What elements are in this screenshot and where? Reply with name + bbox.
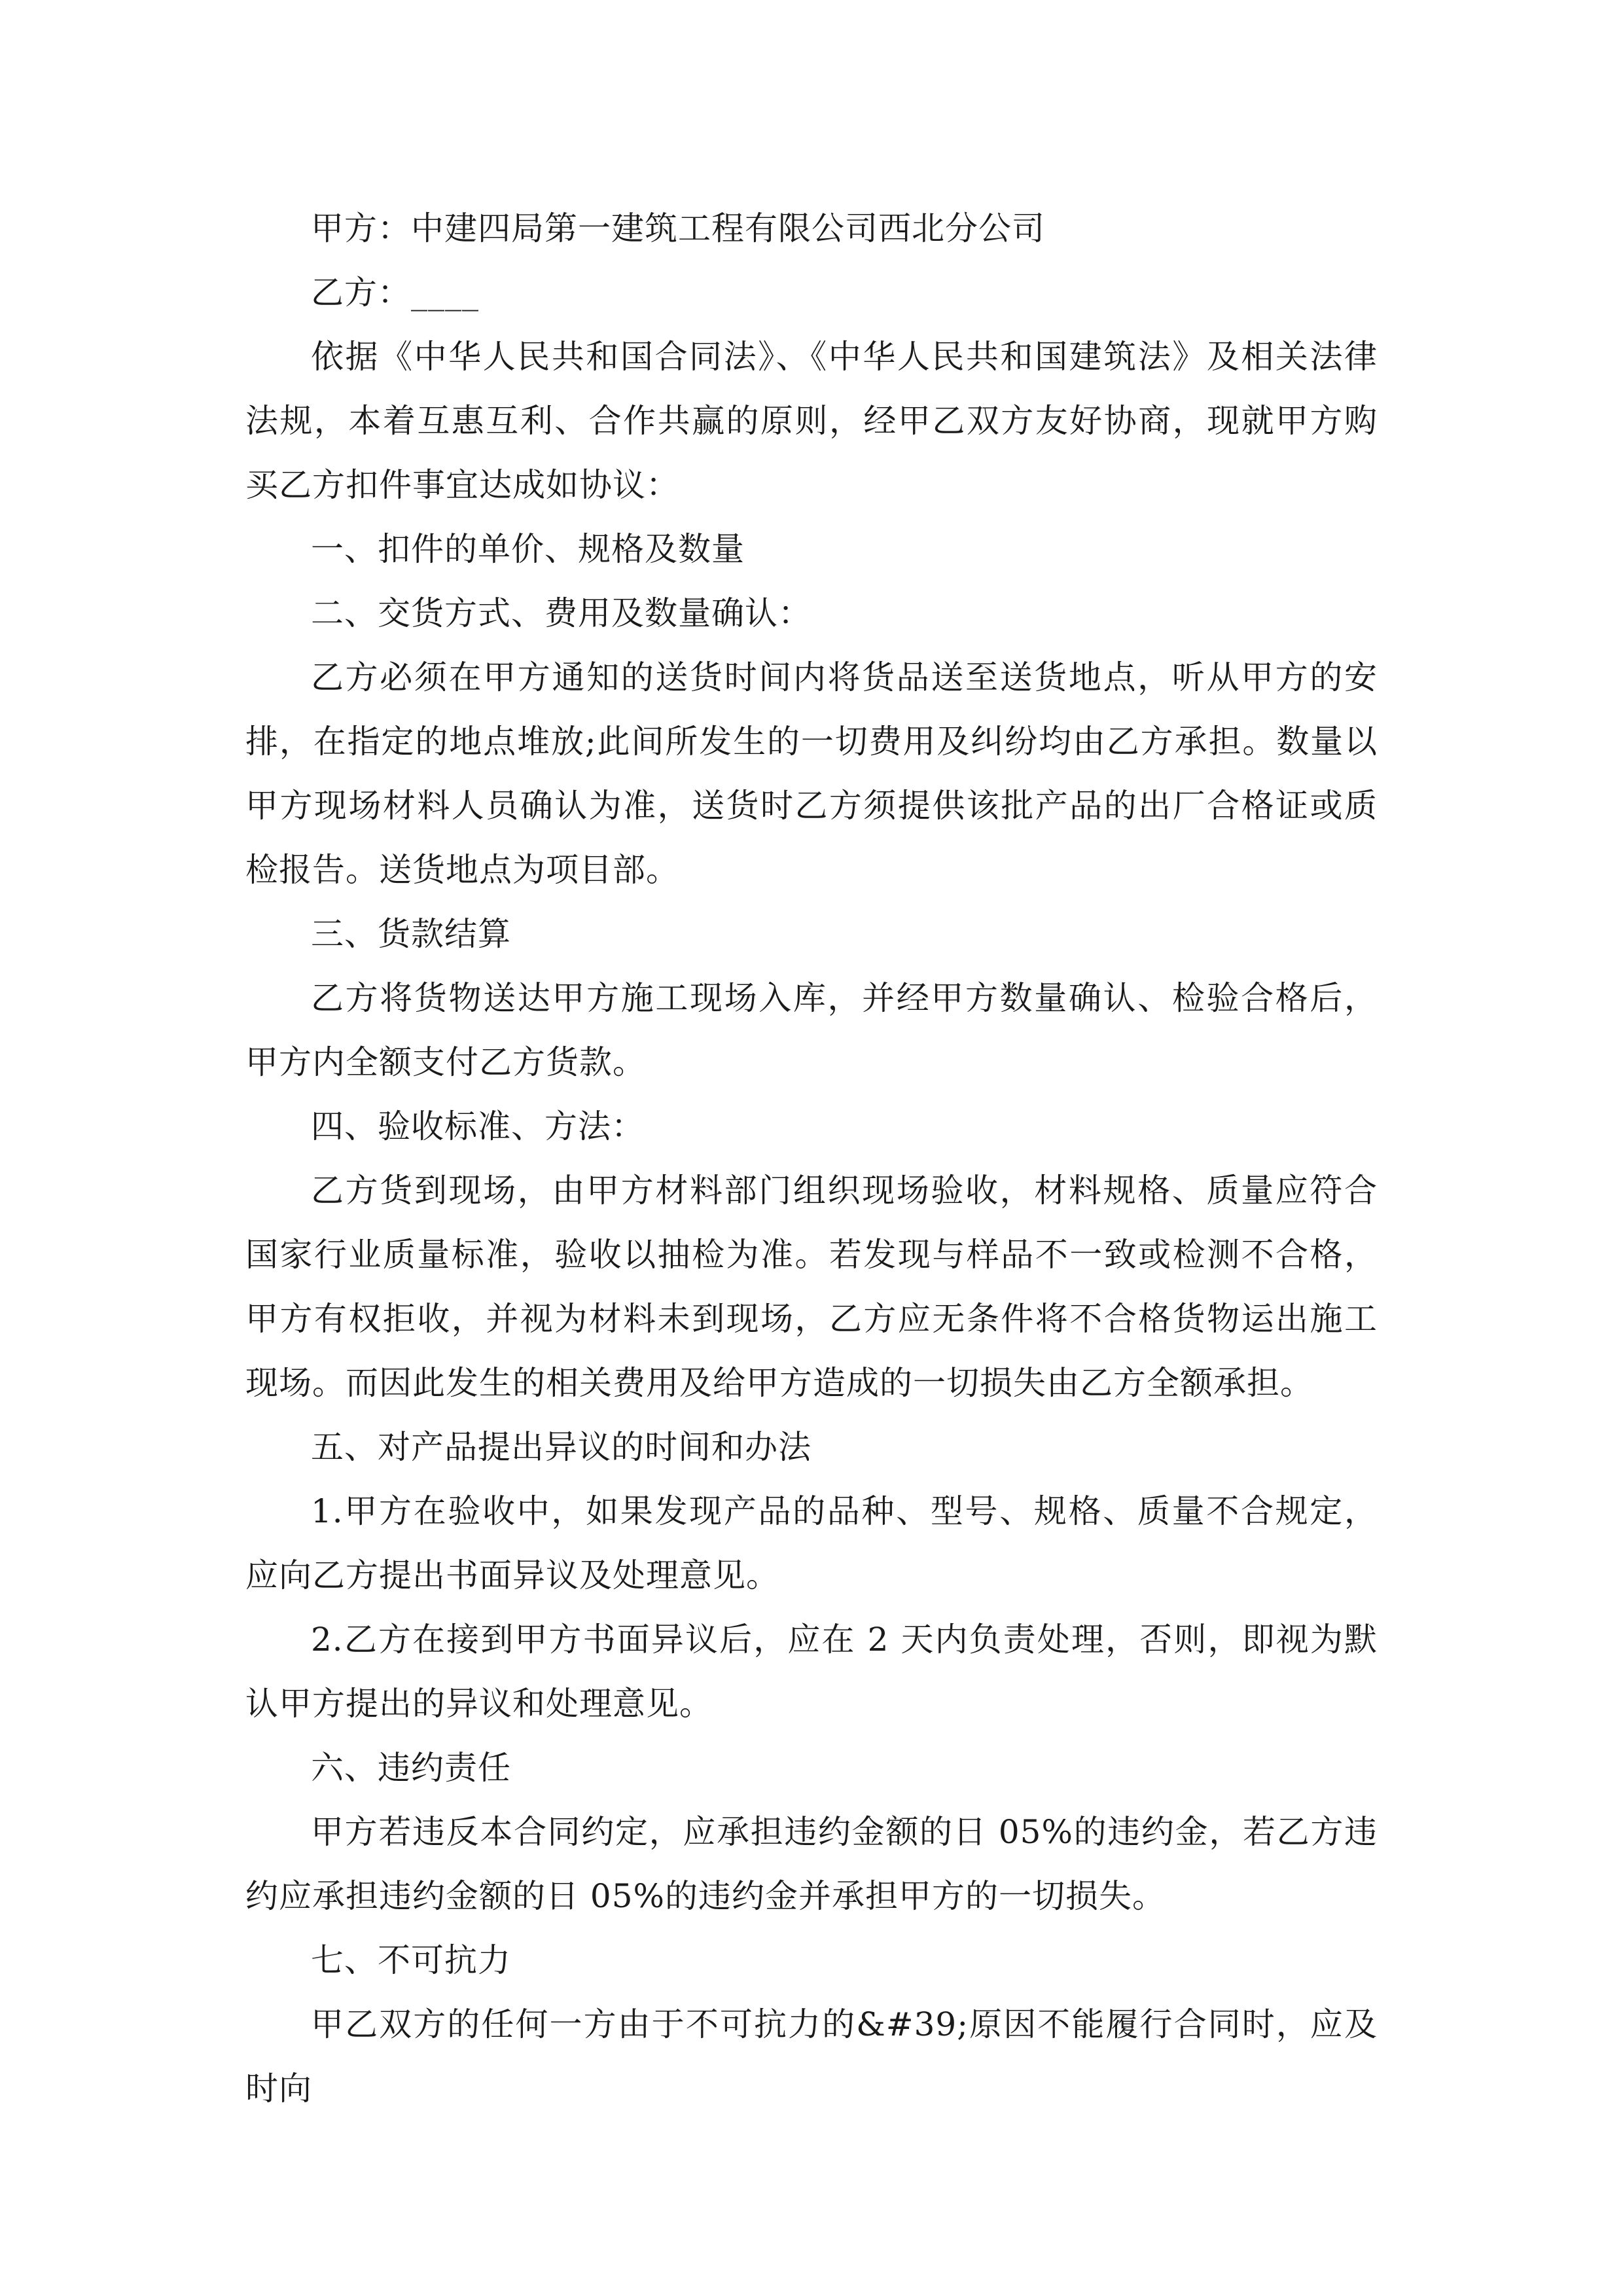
section-3-title: 三、货款结算 <box>311 915 511 953</box>
section-6-title: 六、违约责任 <box>311 1749 511 1787</box>
preamble-paragraph: 依据《中华人民共和国合同法》、《中华人民共和国建筑法》及相关法律法规，本着互惠互利、合作共赢的原则，经甲乙双方友好协商，现就甲方购买乙方扣件事宜达成如协议： <box>245 338 1378 504</box>
section-1-title: 一、扣件的单价、规格及数量 <box>311 530 745 568</box>
contract-body <box>245 196 1378 2121</box>
section-7-title: 七、不可抗力 <box>311 1941 511 1979</box>
section-2-body: 乙方必须在甲方通知的送货时间内将货品送至送货地点，听从甲方的安排，在指定的地点堆放;此间所发生的一切费用及纠纷均由乙方承担。数量以甲方现场材料人员确认为准，送货时乙方须提供该批产品的出厂合格证或质检报告。送货地点为项目部。 <box>245 658 1378 889</box>
section-2-title: 二、交货方式、费用及数量确认： <box>311 594 812 632</box>
section-5-item-2: 2.乙方在接到甲方书面异议后，应在 2 天内负责处理，否则，即视为默认甲方提出的异议和处理意见。 <box>245 1621 1378 1723</box>
party-a-line: 甲方：中建四局第一建筑工程有限公司西北分公司 <box>311 209 1045 247</box>
section-7-body: 甲乙双方的任何一方由于不可抗力的&#39;原因不能履行合同时，应及时向 <box>245 2005 1378 2108</box>
section-4-body: 乙方货到现场，由甲方材料部门组织现场验收，材料规格、质量应符合国家行业质量标准，验收以抽检为准。若发现与样品不一致或检测不合格，甲方有权拒收，并视为材料未到现场，乙方应无条件将不合格货物运出施工现场。而因此发生的相关费用及给甲方造成的一切损失由乙方全额承担。 <box>245 1172 1378 1402</box>
section-5-item-1: 1.甲方在验收中，如果发现产品的品种、型号、规格、质量不合规定，应向乙方提出书面异议及处理意见。 <box>245 1492 1378 1594</box>
section-6-body: 甲方若违反本合同约定，应承担违约金额的日 05%的违约金，若乙方违约应承担违约金额的日 05%的违约金并承担甲方的一切损失。 <box>245 1813 1378 1915</box>
section-3-body: 乙方将货物送达甲方施工现场入库，并经甲方数量确认、检验合格后，甲方内全额支付乙方货款。 <box>245 979 1378 1081</box>
section-4-title: 四、验收标准、方法： <box>311 1107 645 1145</box>
party-b-line: 乙方：____ <box>311 274 479 312</box>
section-5-title: 五、对产品提出异议的时间和办法 <box>311 1428 812 1466</box>
